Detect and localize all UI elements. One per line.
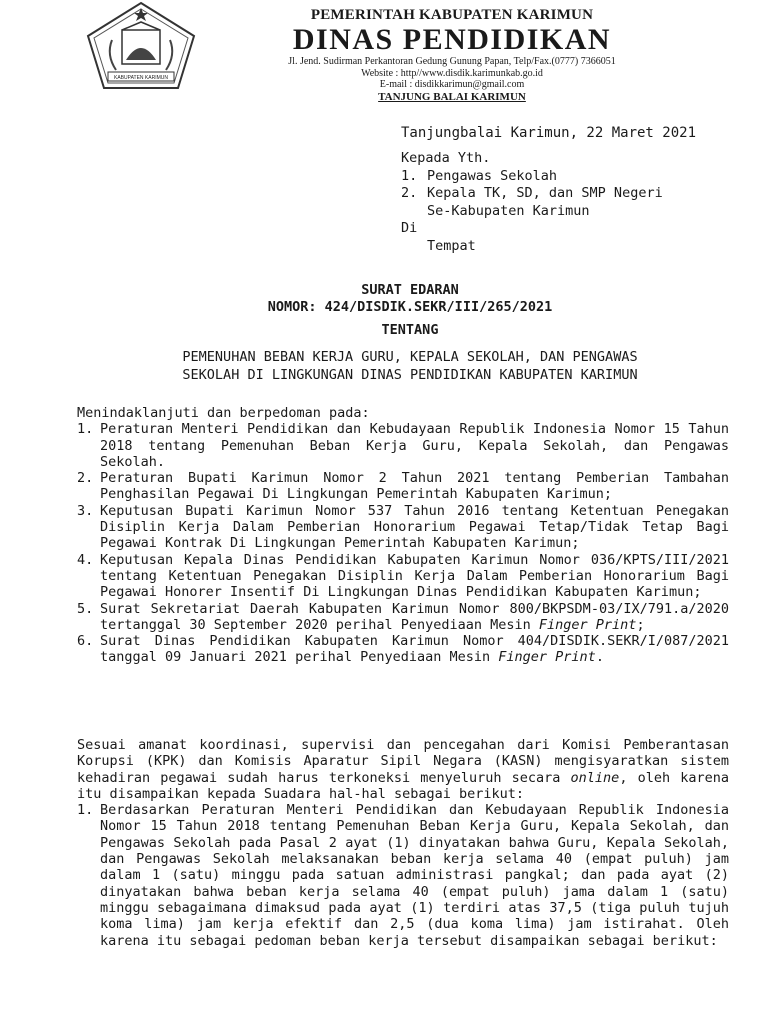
regency-emblem-icon [82,0,200,92]
document-number: NOMOR: 424/DISDIK.SEKR/III/265/2021 [267,299,553,315]
letterhead-agency: DINAS PENDIDIKAN [292,23,612,56]
recipient-block [401,150,741,255]
recipient-item: 1. Pengawas Sekolah [401,167,558,184]
basis-list [77,421,729,665]
letterhead-city: TANJUNG BALAI KARIMUN [378,90,526,103]
recipient-item: 2. Kepala TK, SD, dan SMP Negeri [401,185,663,201]
letterhead [212,6,692,104]
list-item: 4. Keputusan Kepala Dinas Pendidikan Kabupaten Karimun Nomor 036/KPTS/III/2021 tentang Ketentuan Penegakan Disiplin Kerja Dalam Pemberian Honorarium Bagi Pegawai Honorer Insentif Di Lingkungan Dinas Pendidikan Kabupaten Karimun; [77,551,729,601]
letterhead-email: E-mail : disdikkarimun@gmail.com [379,79,525,90]
recipient-place: Tempat [427,237,476,254]
mandate-list [77,802,729,949]
list-item: 1. Berdasarkan Peraturan Menteri Pendidikan dan Kebudayaan Republik Indonesia Nomor 15 Tahun 2018 tentang Pemenuhan Beban Kerja Guru, Kepala Sekolah, dan Pengawas Sekolah pada Pasal 2 ayat (1) dinyatakan bahwa Guru, Kepala Sekolah, dan Pengawas Sekolah melaksanakan beban kerja selama 40 (empat puluh) jam dalam 1 (satu) minggu pada satuan administrasi pangkal; dan pada ayat (2) dinyatakan bahwa beban kerja selama 40 (empat puluh) jama dalam 1 (satu) minggu sebagaimana dimaksud pada ayat (1) terdiri atas 37,5 (tiga puluh tujuh koma lima) jam kerja efektif dan 2,5 (dua koma lima) jam istirahat. Oleh karena itu sebagai pedoman beban kerja tersebut disampaikan sebagai berikut: [77,802,729,949]
letterhead-government: PEMERINTAH KABUPATEN KARIMUN [310,7,594,23]
list-item: 5. Surat Sekretariat Daerah Kabupaten Karimun Nomor 800/BKPSDM-03/IX/791.a/2020 tertanggal 30 September 2020 perihal Penyediaan Mesin Finger Print; [77,600,729,633]
letterhead-address: Jl. Jend. Sudirman Perkantoran Gedung Gunung Papan, Telp/Fax.(0777) 7366051 [288,56,616,67]
list-item: 1. Peraturan Menteri Pendidikan dan Kebudayaan Republik Indonesia Nomor 15 Tahun 2018 tentang Pemenuhan Beban Kerja Guru, Kepala Sekolah, dan Pengawas Sekolah. [77,421,729,470]
recipient-item-continuation: Se-Kabupaten Karimun [427,202,590,219]
list-item: 3. Keputusan Bupati Karimun Nomor 537 Tahun 2016 tentang Ketentuan Penegakan Disiplin Kerja Dalam Pemberian Honorarium Pegawai Tetap/Tidak Tetap Bagi Pegawai Kontrak Di Lingkungan Pemerintah Kabupaten Karimun; [77,502,729,552]
mandate-intro: Sesuai amanat koordinasi, supervisi dan pencegahan dari Komisi Pemberantasan Korupsi (KPK) dan Komisis Aparatur Sipil Negara (KASN) mengisyaratkan sistem kehadiran pegawai sudah harus terkoneksi menyeluruh secara online, oleh karena itu disampaikan kepada Suadara hal-hal sebagai berikut: [77,737,729,802]
mandate-section [77,737,729,949]
document-title [60,282,760,316]
recipient-salutation: Kepada Yth. [401,150,491,166]
list-item: 2. Peraturan Bupati Karimun Nomor 2 Tahun 2021 tentang Pemberian Tambahan Penghasilan Pegawai Di Lingkungan Pemerintah Kabupaten Karimun; [77,470,729,503]
basis-section [77,405,729,666]
recipient-di: Di [401,220,418,236]
basis-intro: Menindaklanjuti dan berpedoman pada: [77,405,370,421]
letterhead-website: Website : http//www.disdik.karimunkab.go.id [361,67,543,79]
document-kind: SURAT EDARAN [361,282,459,298]
emblem-caption: KABUPATEN KARIMUN [114,75,168,81]
list-item: 6. Surat Dinas Pendidikan Kabupaten Karimun Nomor 404/DISDIK.SEKR/I/087/2021 tanggal 09 Januari 2021 perihal Penyediaan Mesin Finger Print. [77,633,729,666]
letter-date: Tanjungbalai Karimun, 22 Maret 2021 [401,125,697,141]
document-subject: PEMENUHAN BEBAN KERJA GURU, KEPALA SEKOLAH, DAN PENGAWAS SEKOLAH DI LINGKUNGAN DINAS PENDIDIKAN KABUPATEN KARIMUN [182,349,638,383]
document-about: TENTANG [381,322,439,338]
